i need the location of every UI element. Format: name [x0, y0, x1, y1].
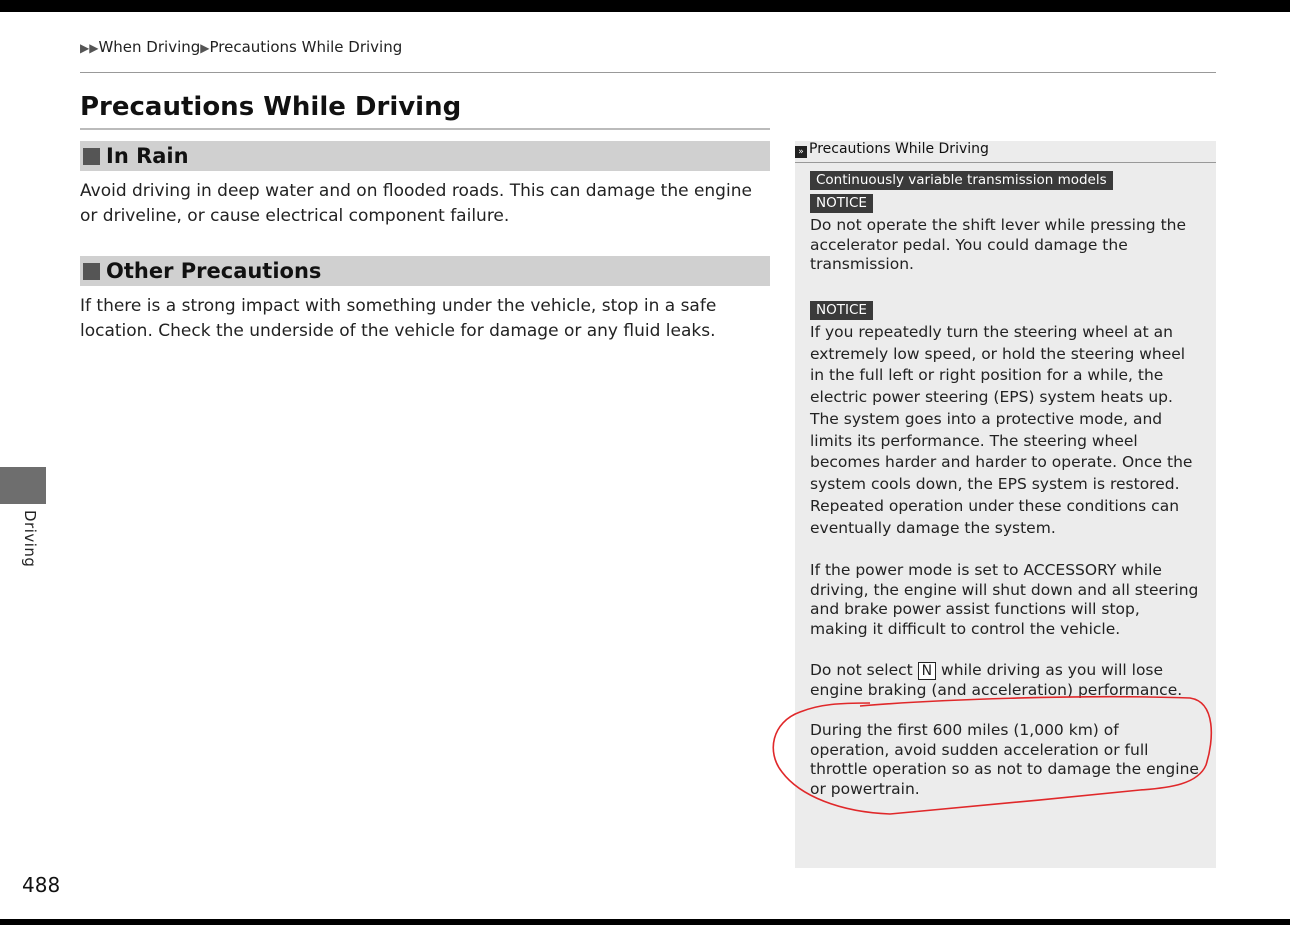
notice-badge: NOTICE [810, 301, 873, 320]
title-divider [80, 128, 770, 130]
chapter-tab[interactable] [0, 467, 46, 504]
section-heading-label: In Rain [106, 144, 189, 168]
notice-badge: NOTICE [810, 194, 873, 213]
neutral-text-pre: Do not select [810, 661, 918, 679]
chapter-tab-label: Driving [21, 510, 39, 568]
notice-shift-lever-text: Do not operate the shift lever while pressing the accelerator pedal. You could damage the transmission. [810, 216, 1187, 273]
in-rain-text: Avoid driving in deep water and on flooded roads. This can damage the engine or driveline, or cause electrical component failure. [80, 181, 752, 226]
neutral-gear-key: N [918, 662, 936, 680]
cvt-models-tag: Continuously variable transmission models [810, 171, 1113, 190]
section-square-icon [83, 263, 100, 280]
breadcrumb-divider [80, 72, 1216, 73]
section-heading-label: Other Precautions [106, 259, 322, 283]
break-in-text: During the first 600 miles (1,000 km) of operation, avoid sudden acceleration or full throttle operation so as not to damage the engine or powertrain. [810, 721, 1199, 799]
top-frame-bar [0, 0, 1290, 12]
breadcrumb-separator: ▶ [200, 41, 210, 55]
bottom-frame-bar [0, 919, 1290, 925]
notice-eps-text-b: Repeated operation under these conditions can eventually damage the system. [810, 497, 1180, 537]
section-heading-other-precautions [80, 256, 770, 286]
neutral-text-post: while driving as you will lose engine braking (and acceleration) performance. [810, 661, 1183, 699]
breadcrumb-when-driving[interactable]: When Driving [98, 38, 201, 56]
other-precautions-text: If there is a strong impact with something under the vehicle, stop in a safe location. Check the underside of the vehicle for damage or any fluid leaks. [80, 296, 717, 341]
accessory-mode-text: If the power mode is set to ACCESSORY while driving, the engine will shut down and all steering and brake power assist functions will stop, making it difficult to control the vehicle. [810, 561, 1199, 639]
breadcrumb-precautions[interactable]: Precautions While Driving [209, 38, 403, 56]
breadcrumb [80, 38, 402, 56]
section-square-icon [83, 148, 100, 165]
notice-eps-text: If you repeatedly turn the steering wheel at an extremely low speed, or hold the steering wheel in the full left or right position for a while, the electric power steering (EPS) system heats up. The system goes into a protective mode, and limits its performance. The steering wheel becomes harder and harder to operate. Once the system cools down, the EPS system is restored. [810, 323, 1193, 493]
sidebar-header [795, 141, 1216, 163]
page-title: Precautions While Driving [80, 92, 462, 122]
breadcrumb-arrows: ▶▶ [80, 41, 99, 55]
double-chevron-icon: » [795, 146, 807, 158]
sidebar-header-label: Precautions While Driving [809, 141, 989, 157]
section-heading-in-rain [80, 141, 770, 171]
page-number: 488 [22, 873, 61, 897]
neutral-warning-text [810, 661, 1202, 700]
